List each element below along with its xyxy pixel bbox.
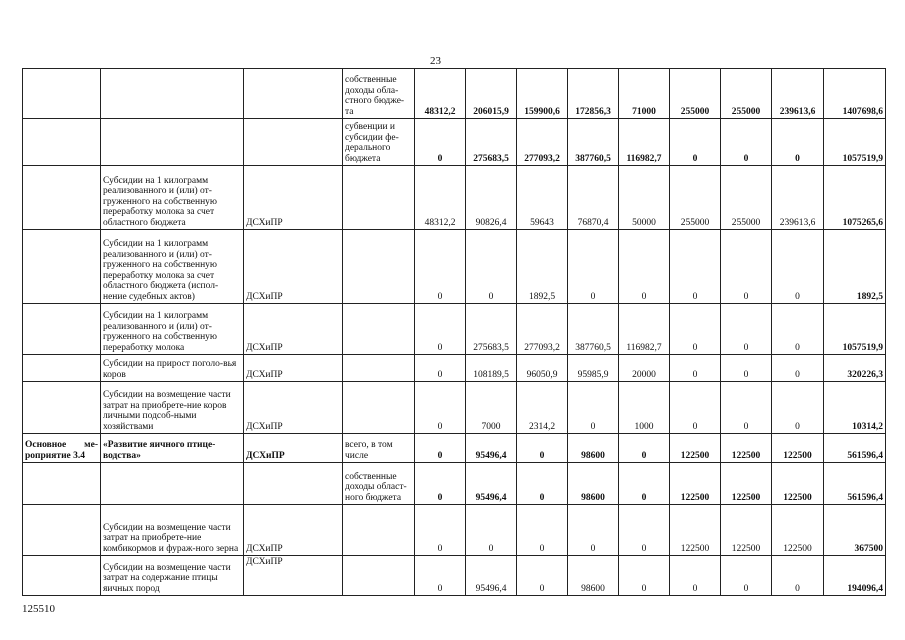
year-value-cell: 108189,5 <box>466 355 517 382</box>
year-value-cell: 239613,6 <box>772 69 824 119</box>
funding-source-cell <box>343 355 415 382</box>
year-value-cell: 0 <box>466 505 517 556</box>
table-row <box>23 463 886 505</box>
year-value-cell: 122500 <box>670 434 721 463</box>
year-value-cell: 0 <box>517 463 568 505</box>
year-value-cell: 0 <box>721 382 772 434</box>
year-value-cell: 7000 <box>466 382 517 434</box>
year-value-cell: 0 <box>568 505 619 556</box>
measure-name-cell: Субсидии на 1 килограмм реализованного и (или) от-груженного на собственную переработку молока за счет областного бюджета (испол-нение судебных актов) <box>101 230 244 304</box>
total-value-cell: 10314,2 <box>824 382 886 434</box>
activity-cell <box>23 556 101 596</box>
activity-cell <box>23 69 101 119</box>
measure-name-cell: Субсидии на возмещение части затрат на содержание птицы яичных пород <box>101 556 244 596</box>
year-value-cell: 71000 <box>619 69 670 119</box>
year-value-cell: 0 <box>415 463 466 505</box>
year-value-cell: 206015,9 <box>466 69 517 119</box>
total-value-cell: 1057519,9 <box>824 304 886 355</box>
year-value-cell: 0 <box>721 230 772 304</box>
activity-cell <box>23 119 101 166</box>
year-value-cell: 0 <box>619 463 670 505</box>
year-value-cell: 122500 <box>772 463 824 505</box>
year-value-cell: 95496,4 <box>466 463 517 505</box>
executor-cell: ДСХиПР <box>244 382 343 434</box>
activity-cell <box>23 304 101 355</box>
year-value-cell: 0 <box>670 230 721 304</box>
measure-name-cell: «Развитие яичного птице-водства» <box>101 434 244 463</box>
year-value-cell: 0 <box>466 230 517 304</box>
year-value-cell: 122500 <box>721 505 772 556</box>
activity-label: ме- <box>84 440 98 450</box>
year-value-cell: 98600 <box>568 463 619 505</box>
year-value-cell: 50000 <box>619 166 670 230</box>
year-value-cell: 275683,5 <box>466 119 517 166</box>
year-value-cell: 98600 <box>568 434 619 463</box>
year-value-cell: 95985,9 <box>568 355 619 382</box>
table-row <box>23 355 886 382</box>
year-value-cell: 0 <box>619 230 670 304</box>
year-value-cell: 0 <box>415 355 466 382</box>
year-value-cell: 239613,6 <box>772 166 824 230</box>
year-value-cell: 0 <box>772 230 824 304</box>
funding-source-cell: всего, в том числе <box>343 434 415 463</box>
year-value-cell: 0 <box>415 505 466 556</box>
table-row <box>23 69 886 119</box>
measure-name-cell: Субсидии на 1 килограмм реализованного и (или) от-груженного на собственную переработку молока <box>101 304 244 355</box>
table-row <box>23 382 886 434</box>
page-number: 23 <box>430 55 441 67</box>
table-row <box>23 166 886 230</box>
funding-source-cell <box>343 166 415 230</box>
activity-cell <box>23 434 101 463</box>
year-value-cell: 0 <box>619 556 670 596</box>
year-value-cell: 0 <box>619 505 670 556</box>
total-value-cell: 320226,3 <box>824 355 886 382</box>
activity-cell <box>23 463 101 505</box>
year-value-cell: 0 <box>670 119 721 166</box>
activity-cell <box>23 355 101 382</box>
year-value-cell: 122500 <box>772 505 824 556</box>
year-value-cell: 0 <box>415 230 466 304</box>
year-value-cell: 255000 <box>721 69 772 119</box>
year-value-cell: 122500 <box>772 434 824 463</box>
year-value-cell: 172856,3 <box>568 69 619 119</box>
total-value-cell: 561596,4 <box>824 463 886 505</box>
year-value-cell: 98600 <box>568 556 619 596</box>
table-row <box>23 304 886 355</box>
measure-name-cell: Субсидии на возмещение части затрат на приобрете-ние коров личными подсоб-ными хозяйствами <box>101 382 244 434</box>
year-value-cell: 96050,9 <box>517 355 568 382</box>
total-value-cell: 1892,5 <box>824 230 886 304</box>
year-value-cell: 0 <box>415 304 466 355</box>
year-value-cell: 59643 <box>517 166 568 230</box>
executor-cell: ДСХиПР <box>244 355 343 382</box>
executor-cell: ДСХиПР <box>244 434 343 463</box>
year-value-cell: 0 <box>670 556 721 596</box>
year-value-cell: 48312,2 <box>415 69 466 119</box>
total-value-cell: 1057519,9 <box>824 119 886 166</box>
measure-name-cell <box>101 119 244 166</box>
executor-cell: ДСХиПР <box>244 230 343 304</box>
executor-cell: ДСХиПР <box>244 304 343 355</box>
year-value-cell: 2314,2 <box>517 382 568 434</box>
year-value-cell: 255000 <box>721 166 772 230</box>
total-value-cell: 1407698,6 <box>824 69 886 119</box>
funding-source-cell: субвенции и субсидии фе-дерального бюджета <box>343 119 415 166</box>
activity-label: роприятие 3.4 <box>25 450 86 461</box>
activity-cell <box>23 382 101 434</box>
year-value-cell: 0 <box>517 556 568 596</box>
year-value-cell: 1000 <box>619 382 670 434</box>
year-value-cell: 0 <box>772 355 824 382</box>
activity-cell <box>23 505 101 556</box>
funding-source-cell <box>343 556 415 596</box>
year-value-cell: 0 <box>772 382 824 434</box>
year-value-cell: 0 <box>670 382 721 434</box>
year-value-cell: 20000 <box>619 355 670 382</box>
table-row <box>23 556 886 596</box>
measure-name-cell <box>101 69 244 119</box>
year-value-cell: 122500 <box>670 505 721 556</box>
year-value-cell: 0 <box>670 304 721 355</box>
year-value-cell: 122500 <box>670 463 721 505</box>
executor-cell <box>244 69 343 119</box>
activity-label: Основное <box>25 440 67 450</box>
executor-cell: ДСХиПР <box>244 166 343 230</box>
year-value-cell: 0 <box>670 355 721 382</box>
executor-cell: ДСХиПР <box>244 505 343 556</box>
year-value-cell: 116982,7 <box>619 119 670 166</box>
year-value-cell: 0 <box>568 230 619 304</box>
year-value-cell: 90826,4 <box>466 166 517 230</box>
measure-name-cell <box>101 463 244 505</box>
year-value-cell: 255000 <box>670 69 721 119</box>
funding-source-cell <box>343 304 415 355</box>
year-value-cell: 0 <box>415 382 466 434</box>
executor-cell <box>244 119 343 166</box>
table-row <box>23 119 886 166</box>
footer-code: 125510 <box>22 603 55 615</box>
year-value-cell: 0 <box>619 434 670 463</box>
year-value-cell: 95496,4 <box>466 556 517 596</box>
year-value-cell: 116982,7 <box>619 304 670 355</box>
total-value-cell: 194096,4 <box>824 556 886 596</box>
measure-name-cell: Субсидии на прирост поголо-вья коров <box>101 355 244 382</box>
year-value-cell: 277093,2 <box>517 119 568 166</box>
funding-source-cell <box>343 230 415 304</box>
funding-source-cell <box>343 382 415 434</box>
table-row <box>23 505 886 556</box>
year-value-cell: 122500 <box>721 434 772 463</box>
year-value-cell: 76870,4 <box>568 166 619 230</box>
measure-name-cell: Субсидии на 1 килограмм реализованного и (или) от-груженного на собственную переработку молока за счет областного бюджета <box>101 166 244 230</box>
total-value-cell: 367500 <box>824 505 886 556</box>
year-value-cell: 255000 <box>670 166 721 230</box>
total-value-cell: 561596,4 <box>824 434 886 463</box>
year-value-cell: 387760,5 <box>568 119 619 166</box>
year-value-cell: 48312,2 <box>415 166 466 230</box>
year-value-cell: 0 <box>415 119 466 166</box>
funding-source-cell <box>343 505 415 556</box>
budget-table <box>22 68 886 596</box>
year-value-cell: 0 <box>721 304 772 355</box>
activity-cell <box>23 166 101 230</box>
year-value-cell: 277093,2 <box>517 304 568 355</box>
funding-source-cell: собственные доходы област-ного бюджета <box>343 463 415 505</box>
year-value-cell: 159900,6 <box>517 69 568 119</box>
year-value-cell: 95496,4 <box>466 434 517 463</box>
table-row <box>23 230 886 304</box>
year-value-cell: 0 <box>721 556 772 596</box>
year-value-cell: 0 <box>568 382 619 434</box>
year-value-cell: 0 <box>415 434 466 463</box>
year-value-cell: 0 <box>772 119 824 166</box>
total-value-cell: 1075265,6 <box>824 166 886 230</box>
year-value-cell: 0 <box>517 434 568 463</box>
activity-cell <box>23 230 101 304</box>
year-value-cell: 275683,5 <box>466 304 517 355</box>
year-value-cell: 0 <box>517 505 568 556</box>
funding-source-cell: собственные доходы обла-стного бюдже-та <box>343 69 415 119</box>
measure-name-cell: Субсидии на возмещение части затрат на приобрете-ние комбикормов и фураж-ного зерна <box>101 505 244 556</box>
year-value-cell: 0 <box>415 556 466 596</box>
year-value-cell: 0 <box>721 119 772 166</box>
year-value-cell: 0 <box>721 355 772 382</box>
year-value-cell: 0 <box>772 304 824 355</box>
executor-cell: ДСХиПР <box>244 556 343 596</box>
year-value-cell: 387760,5 <box>568 304 619 355</box>
executor-cell <box>244 463 343 505</box>
table-row <box>23 434 886 463</box>
year-value-cell: 122500 <box>721 463 772 505</box>
year-value-cell: 1892,5 <box>517 230 568 304</box>
year-value-cell: 0 <box>772 556 824 596</box>
